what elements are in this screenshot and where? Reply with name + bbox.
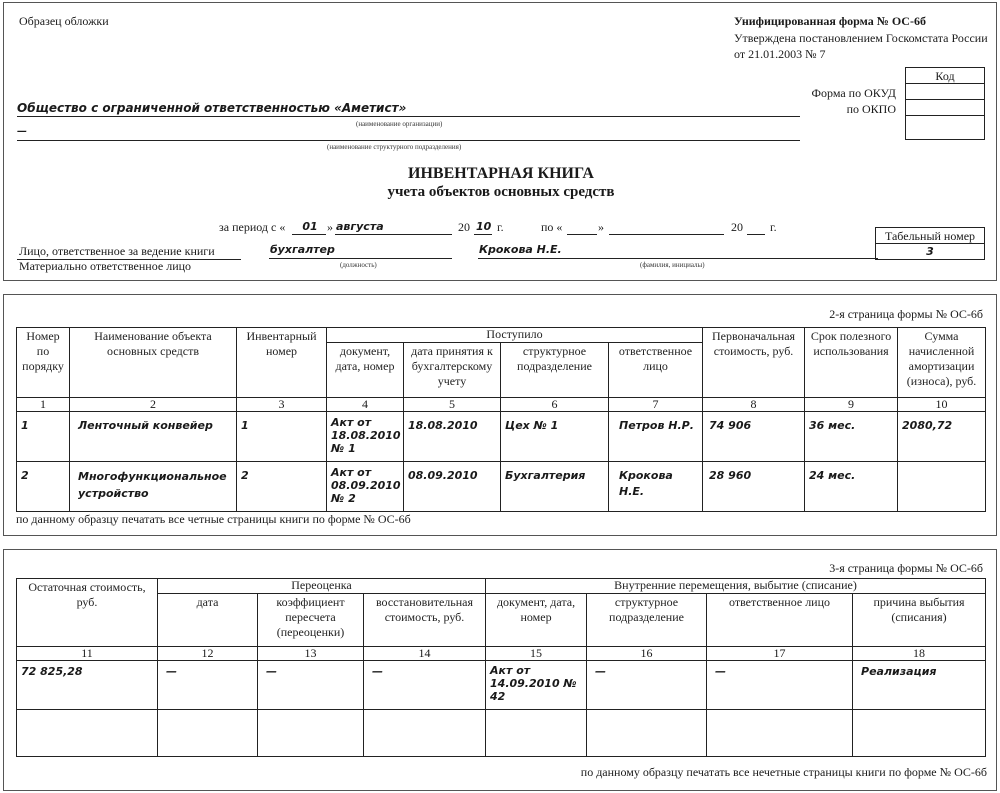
cell-initial-cost[interactable]: 28 960 xyxy=(703,462,805,512)
cell-reason[interactable] xyxy=(853,710,986,757)
page3-footer-note: по данному образцу печатать все нечетные страницы книги по форме № ОС-6б xyxy=(580,765,987,779)
okpo-code-field[interactable] xyxy=(906,100,985,116)
col-number: 11 xyxy=(17,647,158,661)
cell-person[interactable]: Крокова Н.Е. xyxy=(609,462,703,512)
approved-line-2: от 21.01.2003 № 7 xyxy=(734,47,826,61)
cell-useful-life[interactable]: 36 мес. xyxy=(805,412,898,462)
col-number: 12 xyxy=(158,647,258,661)
col-number: 18 xyxy=(853,647,986,661)
header-initial-cost: Первоначальная стоимость, руб. xyxy=(703,328,805,398)
period-from-prefix: за период с « xyxy=(219,220,286,234)
header-dept: структурное подразделение xyxy=(587,594,707,647)
col-number: 4 xyxy=(327,398,404,412)
cell-depreciation[interactable]: 2080,72 xyxy=(898,412,986,462)
page2-table xyxy=(16,327,986,512)
header-reval-date: дата xyxy=(158,594,258,647)
cell-person[interactable] xyxy=(707,710,853,757)
cell-reval-date[interactable] xyxy=(158,710,258,757)
cell-doc[interactable] xyxy=(486,710,587,757)
col-number: 9 xyxy=(805,398,898,412)
okud-label: Форма по ОКУД xyxy=(811,86,896,100)
col-number: 13 xyxy=(258,647,364,661)
cover-panel xyxy=(3,2,997,281)
name-caption: (фамилия, инициалы) xyxy=(640,261,705,269)
header-dept: структурное подразделение xyxy=(501,343,609,398)
header-useful-life: Срок полезного использования xyxy=(805,328,898,398)
header-inv: Инвентарный номер xyxy=(237,328,327,398)
col-number: 3 xyxy=(237,398,327,412)
department-caption: (наименование структурного подразделения) xyxy=(327,143,462,151)
department-underline xyxy=(17,140,800,141)
col-number: 14 xyxy=(364,647,486,661)
cell-reval-coef[interactable] xyxy=(258,710,364,757)
cell-reason[interactable]: Реализация xyxy=(853,661,986,710)
approved-line-1: Утверждена постановлением Госкомстата России xyxy=(734,31,988,45)
col-number: 7 xyxy=(609,398,703,412)
period-from-month[interactable]: августа xyxy=(336,220,384,233)
table-row xyxy=(17,661,986,710)
book-subtitle: учета объектов основных средств xyxy=(387,184,615,200)
cell-name[interactable]: Ленточный конвейер xyxy=(70,412,237,462)
cell-doc[interactable]: Акт от 08.09.2010 № 2 xyxy=(327,462,404,512)
cell-inv[interactable]: 1 xyxy=(237,412,327,462)
header-residual: Остаточная стоимость, руб. xyxy=(17,579,158,647)
code-table xyxy=(905,67,985,140)
col-number: 17 xyxy=(707,647,853,661)
header-movement: Внутренние перемещения, выбытие (списание) xyxy=(486,579,986,594)
period-from-year-suffix: г. xyxy=(497,220,504,234)
from-month-underline xyxy=(335,234,452,235)
page2-footer-note: по данному образцу печатать все четные страницы книги по форме № ОС-6б xyxy=(16,512,411,526)
col-number: 1 xyxy=(17,398,70,412)
header-received: Поступило xyxy=(327,328,703,343)
cell-reval-cost[interactable]: — xyxy=(364,661,486,710)
cell-reval-cost[interactable] xyxy=(364,710,486,757)
tab-number-value[interactable]: 3 xyxy=(876,244,985,260)
okud-code-field[interactable] xyxy=(906,84,985,100)
header-doc: документ, дата, номер xyxy=(486,594,587,647)
extra-code-field[interactable] xyxy=(906,116,985,140)
tab-number-table xyxy=(875,227,985,260)
header-doc: документ, дата, номер xyxy=(327,343,404,398)
cell-dept[interactable]: Цех № 1 xyxy=(501,412,609,462)
col-number: 6 xyxy=(501,398,609,412)
period-to-prefix: по « xyxy=(541,220,563,234)
cell-depreciation[interactable] xyxy=(898,462,986,512)
cell-residual[interactable] xyxy=(17,710,158,757)
cell-doc[interactable]: Акт от 14.09.2010 № 42 xyxy=(486,661,587,710)
period-from-day[interactable]: 01 xyxy=(302,220,318,233)
header-date-accept: дата принятия к бухгалтерскому учету xyxy=(404,343,501,398)
period-from-year[interactable]: 10 xyxy=(476,220,492,233)
cell-reval-coef[interactable]: — xyxy=(258,661,364,710)
cell-num[interactable]: 2 xyxy=(17,462,70,512)
code-header: Код xyxy=(906,68,985,84)
header-reval-coef: коэффициент пересчета (переоценки) xyxy=(258,594,364,647)
organization-underline xyxy=(17,116,800,117)
cell-residual[interactable]: 72 825,28 xyxy=(17,661,158,710)
table-row xyxy=(17,412,986,462)
name-underline xyxy=(478,258,878,259)
name-value[interactable]: Крокова Н.Е. xyxy=(479,243,562,256)
header-depreciation: Сумма начисленной амортизации (износа), руб. xyxy=(898,328,986,398)
position-underline xyxy=(269,258,452,259)
responsible-label: Лицо, ответственное за ведение книги xyxy=(19,244,215,258)
cell-initial-cost[interactable]: 74 906 xyxy=(703,412,805,462)
to-year-underline xyxy=(747,234,765,235)
col-number: 2 xyxy=(70,398,237,412)
to-month-underline xyxy=(609,234,724,235)
period-from-year-prefix: 20 xyxy=(458,220,470,234)
period-to-year-prefix: 20 xyxy=(731,220,743,234)
header-reval-cost: восстановительная стоимость, руб. xyxy=(364,594,486,647)
cell-dept[interactable]: Бухгалтерия xyxy=(501,462,609,512)
organization-name[interactable]: Общество с ограниченной ответственностью «Аметист» xyxy=(17,101,407,115)
col-number: 10 xyxy=(898,398,986,412)
cell-person[interactable]: Петров Н.Р. xyxy=(609,412,703,462)
position-caption: (должность) xyxy=(340,261,377,269)
header-person: ответственное лицо xyxy=(609,343,703,398)
header-name: Наименование объекта основных средств xyxy=(70,328,237,398)
cell-date-accept[interactable]: 08.09.2010 xyxy=(404,462,501,512)
position-value[interactable]: бухгалтер xyxy=(270,243,335,256)
cell-date-accept[interactable]: 18.08.2010 xyxy=(404,412,501,462)
page2-label: 2-я страница формы № ОС-6б xyxy=(829,307,983,321)
header-revaluation: Переоценка xyxy=(158,579,486,594)
tab-number-label: Табельный номер xyxy=(876,228,985,244)
organization-caption: (наименование организации) xyxy=(356,120,443,128)
cell-num[interactable]: 1 xyxy=(17,412,70,462)
header-reason: причина выбытия (списания) xyxy=(853,594,986,647)
form-title: Унифицированная форма № ОС-6б xyxy=(734,14,926,28)
from-year-underline xyxy=(474,234,492,235)
col-number: 16 xyxy=(587,647,707,661)
col-number: 5 xyxy=(404,398,501,412)
cell-name[interactable]: Многофункциональное устройство xyxy=(70,462,237,512)
to-day-underline xyxy=(567,234,597,235)
cell-doc[interactable]: Акт от 18.08.2010 № 1 xyxy=(327,412,404,462)
page3-label: 3-я страница формы № ОС-6б xyxy=(829,561,983,575)
col-number: 15 xyxy=(486,647,587,661)
page3-table xyxy=(16,578,986,757)
department-name[interactable]: — xyxy=(17,126,27,137)
material-label: Материально ответственное лицо xyxy=(19,259,192,273)
cell-reval-date[interactable]: — xyxy=(158,661,258,710)
header-num: Номер по порядку xyxy=(17,328,70,398)
col-number: 8 xyxy=(703,398,805,412)
cell-useful-life[interactable]: 24 мес. xyxy=(805,462,898,512)
sample-label: Образец обложки xyxy=(19,14,109,28)
cell-inv[interactable]: 2 xyxy=(237,462,327,512)
cell-person[interactable]: — xyxy=(707,661,853,710)
header-person: ответственное лицо xyxy=(707,594,853,647)
book-title: ИНВЕНТАРНАЯ КНИГА xyxy=(408,165,594,182)
period-to-year-suffix: г. xyxy=(770,220,777,234)
cell-dept[interactable]: — xyxy=(587,661,707,710)
period-from-mid: » xyxy=(327,220,333,234)
from-day-underline xyxy=(292,234,326,235)
table-row xyxy=(17,462,986,512)
okpo-label: по ОКПО xyxy=(846,102,896,116)
cell-dept[interactable] xyxy=(587,710,707,757)
period-to-mid: » xyxy=(598,220,604,234)
table-row xyxy=(17,710,986,757)
